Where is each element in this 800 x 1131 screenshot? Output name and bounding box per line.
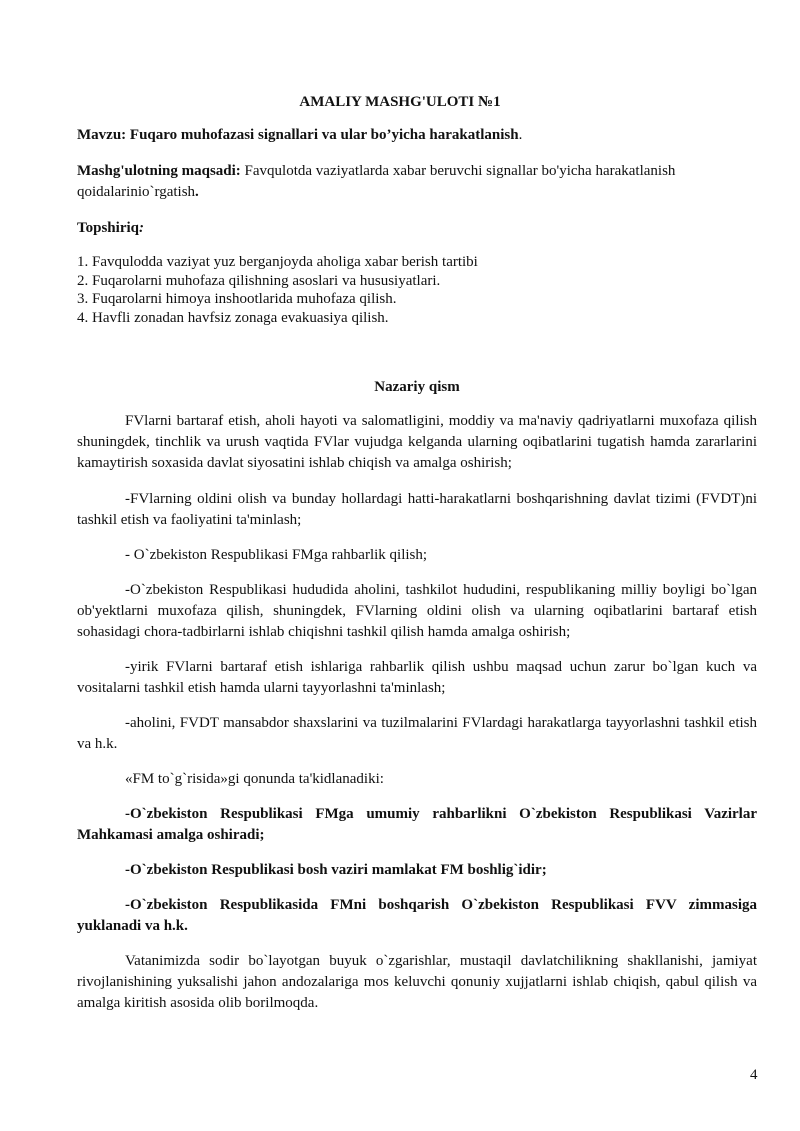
task-colon: : (139, 220, 144, 236)
topic-text: Fuqaro muhofazasi signallari va ular bo’yicha harakatlanish (129, 127, 519, 143)
list-item: 1. Favqulodda vaziyat yuz berganjoyda aholiga xabar berish tartibi (77, 254, 478, 270)
section-title: Nazariy qism (374, 379, 460, 395)
bold-paragraph: -O`zbekiston Respublikasi FMga umumiy rahbarlikni O`zbekiston Respublikasi Vazirlar Mahkamasi amalga oshiradi; (77, 806, 757, 843)
goal-end: . (195, 184, 199, 200)
topic-label: Mavzu: (77, 127, 127, 143)
page-title: AMALIY MASHG'ULOTI №1 (299, 94, 501, 110)
paragraph: - O`zbekiston Respublikasi FMga rahbarlik qilish; (125, 547, 428, 563)
closing-paragraph: Vatanimizda sodir bo`layotgan buyuk o`zgarishlar, mustaqil davlatchilikning shakllanishi, jamiyat rivojlanishining yuksalishi jahon andozalariga mos keluvchi qonuniy xujjatlarni ishlab chiqish, qabul qilish va amalga kiritish asosida olib borilmoqda. (77, 953, 757, 1011)
paragraph: -FVlarning oldini olish va bunday hollardagi hatti-harakatlarni boshqarishning davlat tizimi (FVDT)ni tashkil etish va faoliyatini ta'minlash; (77, 491, 757, 528)
paragraph: -yirik FVlarni bartaraf etish ishlariga rahbarlik qilish ushbu maqsad uchun zarur bo`lgan kuch va vositalarni tashkil etish hamda ularni tayyorlashni ta'minlash; (77, 659, 757, 696)
paragraph: «FM to`g`risida»gi qonunda ta'kidlanadiki: (125, 771, 384, 787)
topic-line (77, 125, 757, 146)
goal-text: Favqulotda vaziyatlarda xabar beruvchi signallar bo'yicha harakatlanish qoidalarinio`rgatish (77, 163, 676, 200)
list-item: 2. Fuqarolarni muhofaza qilishning asoslari va hususiyatlari. (77, 272, 441, 289)
task-list (77, 253, 757, 327)
paragraph: -aholini, FVDT mansabdor shaxslarini va tuzilmalarini FVlardagi harakatlarga tayyorlashni tashkil etish va h.k. (77, 715, 757, 752)
list-item: 4. Havfli zonadan havfsiz zonaga evakuasiya qilish. (77, 309, 389, 326)
list-item: 3. Fuqarolarni himoya inshootlarida muhofaza qilish. (77, 291, 397, 307)
topic-end: . (518, 127, 523, 143)
paragraph: FVlarni bartaraf etish, aholi hayoti va salomatligini, moddiy va ma'naviy qadriyatlarni muxofaza qilish shuningdek, tinchlik va urush vaqtida FVlar vujudga kelganda ularning oqibatlarini tugatish hamda zararlarini kamaytirish soxasida davlat siyosatini ishlab chiqish va amalga oshirish; (77, 413, 757, 471)
task-label: Topshiriq (77, 220, 139, 236)
paragraph: -O`zbekiston Respublikasi hududida aholini, tashkilot hududini, respublikaning milliy boyligi bo`lgan ob'yektlarni muxofaza qilish, shuningdek, FVlarning oldini olish va ularning oqibatlarini bartaraf etish sohasidagi chora-tadbirlarni ishlab chiqishni tashkil qilish hamda amalga oshirish; (77, 582, 757, 640)
goal-paragraph (77, 161, 757, 203)
bold-paragraph: -O`zbekiston Respublikasida FMni boshqarish O`zbekiston Respublikasi FVV zimmasiga yuklanadi va h.k. (77, 897, 757, 934)
task-heading (77, 218, 757, 239)
page-number: 4 (750, 1067, 758, 1083)
goal-label: Mashg'ulotning maqsadi: (77, 163, 241, 179)
bold-paragraph: -O`zbekiston Respublikasi bosh vaziri mamlakat FM boshlig`idir; (125, 862, 547, 878)
